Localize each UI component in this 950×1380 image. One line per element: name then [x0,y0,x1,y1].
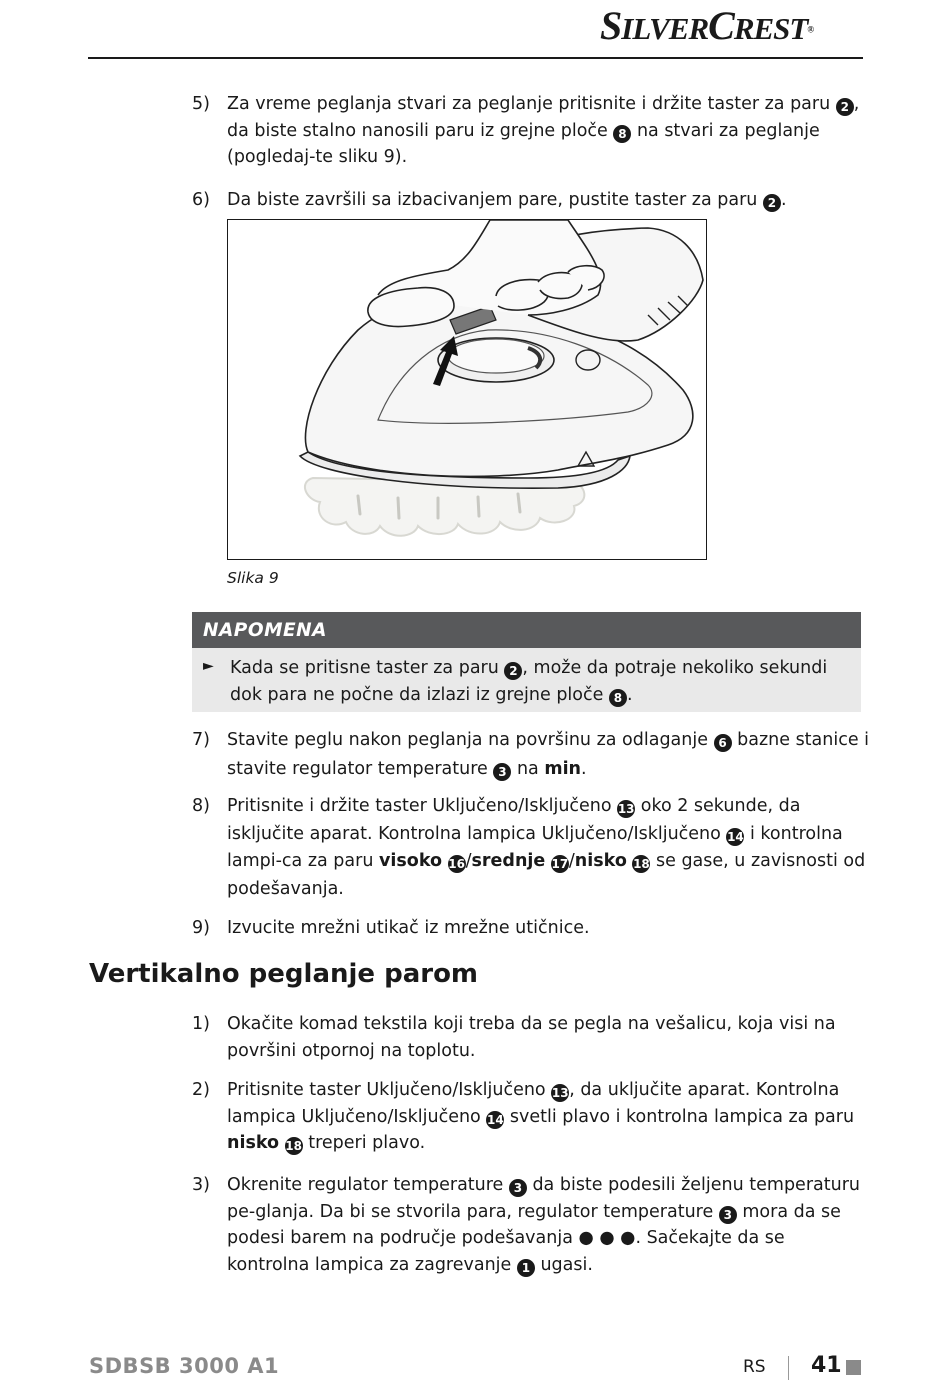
ref-number: 3 [509,1179,527,1197]
step-text: Stavite peglu nakon peglanja na površinu za odlaganje 6 bazne stanice i stavite regulator temperature 3 na min. [227,730,870,779]
ref-number: 14 [486,1112,504,1127]
setting-dots: ● ● ● [578,1228,636,1248]
note-heading: NAPOMENA [192,612,861,648]
step-text: Za vreme peglanja stvari za peglanje pritisnite i držite taster za paru 2 , da biste stalno nanosili paru iz grejne ploče 8 na stvari za peglanje (pogledaj-te sliku 9). [227,94,860,167]
step-2 [192,1077,872,1157]
step-text: Okrenite regulator temperature 3 da biste podesili željenu temperaturu pe-glanja. Da bi se stvorila para, regulator temperature 3 mora da se podesi barem na područje podešavanja ● ● ●. Sačekajte da se kontrolna lampica za zagrevanje 1 ugasi. [227,1175,860,1275]
ref-number: 3 [493,763,511,781]
section-title: Vertikalno peglanje parom [89,959,479,989]
footer-language: RS [743,1357,766,1377]
ref-number: 3 [719,1206,737,1224]
bullet-arrow-icon: ► [203,658,214,674]
ref-number: 1 [517,1259,535,1277]
iron-steam-illustration [228,220,705,558]
step-number: 1) [192,1014,210,1034]
ref-number: 8 [613,125,631,143]
step-number: 6) [192,190,210,210]
figure-iron-illustration [227,219,707,560]
ref-number: 18 [633,857,650,871]
header-rule [88,57,863,59]
step-text: Da biste završili sa izbacivanjem pare, pustite taster za paru 2 . [227,190,787,210]
page-number: 41 [811,1353,842,1378]
ref-number: 18 [285,1139,302,1153]
figure-caption: Slika 9 [227,569,279,587]
step-1 [192,1011,872,1064]
ref-number: 13 [617,802,635,816]
ref-number: 14 [727,829,744,844]
step-number: 5) [192,94,210,114]
ref-number: 8 [609,689,627,707]
step-number: 9) [192,918,210,938]
footer-square-icon [846,1360,861,1375]
step-3 [192,1172,872,1278]
footer-separator [788,1356,789,1380]
step-number: 3) [192,1175,210,1195]
ref-number: 2 [763,194,781,212]
step-7 [192,726,872,783]
note-body [192,648,861,712]
step-5 [192,91,872,171]
ref-number: 13 [551,1086,569,1100]
step-number: 2) [192,1080,210,1100]
step-text: Izvucite mrežni utikač iz mrežne utičnice. [227,918,590,938]
step-text: Pritisnite i držite taster Uključeno/Isključeno 13 oko 2 sekunde, da isključite aparat. Kontrolna lampica Uključeno/Isključeno 14 i kontrolna lampi-ca za paru visoko 16/srednje 17/nisko 18 se gase, u zavisnosti od podešavanja. [227,796,866,899]
brand-logo: SILVERCREST® [600,3,814,48]
note-text: Kada se pritisne taster za paru 2 , može da potraje nekoliko sekundi dok para ne počne da izlazi iz grejne ploče 8 . [230,658,828,705]
ref-number: 17 [551,857,569,871]
step-text: Okačite komad tekstila koji treba da se pegla na vešalicu, koja visi na površini otpornoj na toplotu. [227,1014,836,1061]
step-text: Pritisnite taster Uključeno/Isključeno 13, da uključite aparat. Kontrolna lampica Uključeno/Isključeno 14 svetli plavo i kontrolna lampica za paru nisko 18 treperi plavo. [227,1080,855,1153]
ref-number: 16 [448,857,465,871]
step-6 [192,187,872,214]
step-number: 8) [192,796,210,816]
ref-number: 2 [504,662,522,680]
ref-number: 6 [714,734,732,752]
step-9 [192,915,872,942]
step-number: 7) [192,730,210,750]
step-8 [192,793,872,903]
footer-model: SDBSB 3000 A1 [89,1354,280,1378]
ref-number: 2 [836,98,854,116]
